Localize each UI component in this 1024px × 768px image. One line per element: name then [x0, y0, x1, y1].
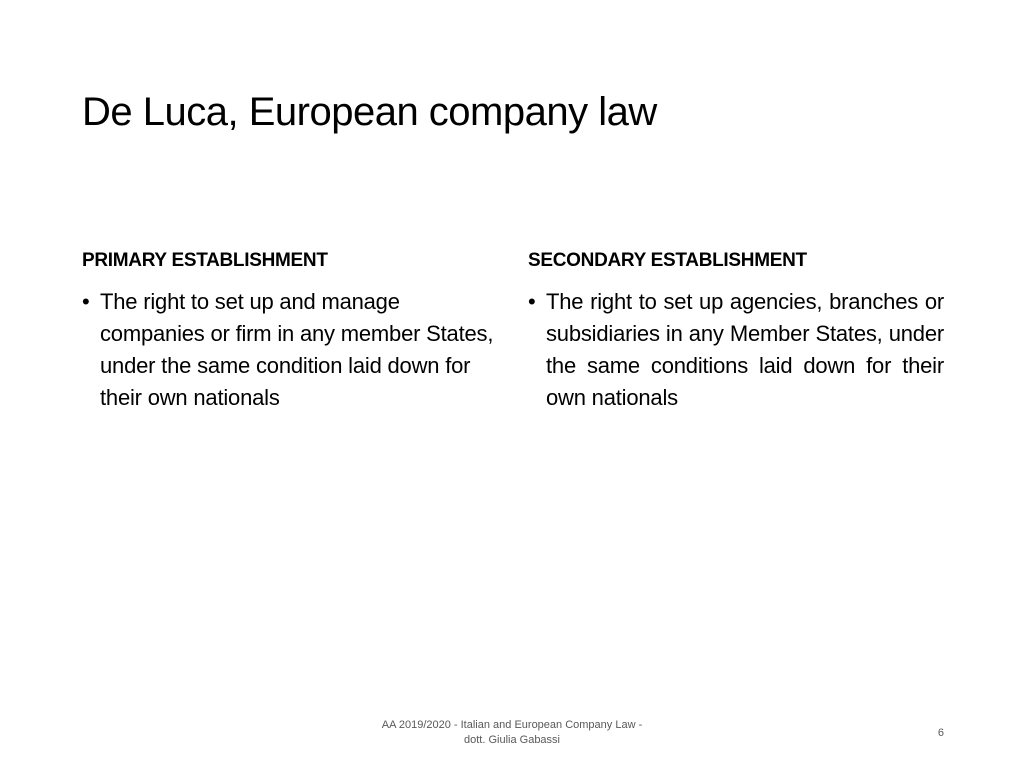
page-number: 6	[937, 727, 944, 739]
bullet-text: The right to set up agencies, branches or subsidiaries in any Member States, under the same conditions laid down for their own nationals	[546, 289, 944, 410]
footer-line-1: AA 2019/2020 - Italian and European Company Law -	[381, 719, 643, 731]
bullet-text: The right to set up and manage companies or firm in any member States, under the same condition laid down for their own nationals	[100, 289, 494, 410]
left-column	[82, 246, 494, 414]
slide-title: De Luca, European company law	[82, 90, 657, 134]
bullet-icon: •	[82, 289, 90, 314]
primary-establishment-bullet	[82, 286, 494, 414]
footer-line-2: dott. Giulia Gabassi	[464, 734, 560, 746]
right-column	[528, 246, 944, 414]
primary-establishment-heading: PRIMARY ESTABLISHMENT	[82, 250, 328, 271]
slide-footer	[362, 718, 662, 748]
bullet-icon: •	[528, 289, 536, 314]
secondary-establishment-heading: SECONDARY ESTABLISHMENT	[528, 250, 807, 271]
secondary-establishment-bullet	[528, 286, 944, 414]
